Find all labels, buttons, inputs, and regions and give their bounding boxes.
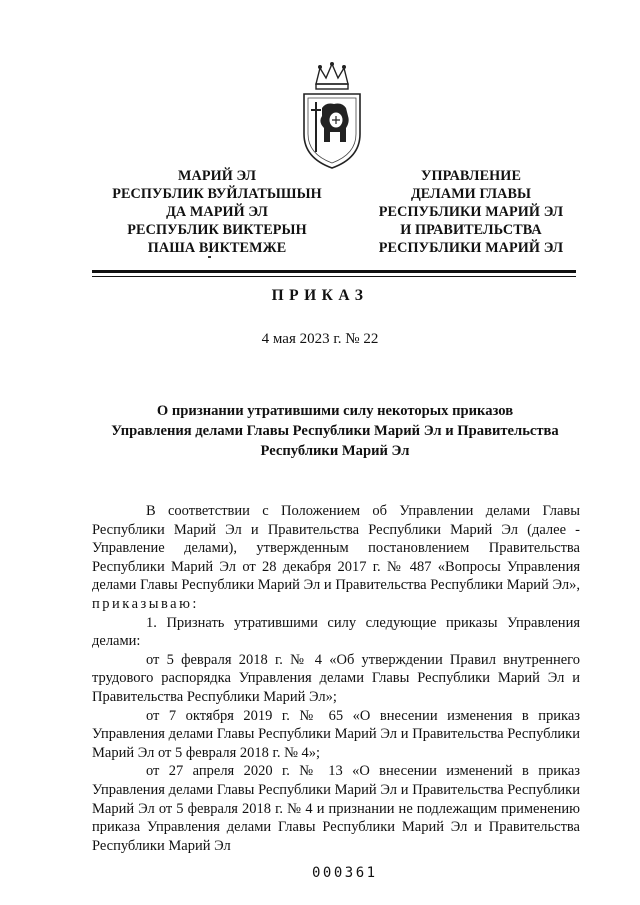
coat-of-arms-icon: [296, 62, 368, 170]
body-subitem: от 27 апреля 2020 г. № 13 «О внесении изменений в приказ Управления делами Главы Республики Марий Эл и Правительства Республики Марий Эл от 5 февраля 2018 г. № 4 и признании не подлежащим применению приказа Управления делами Главы Республики Марий Эл и Правительства Республики Марий Эл: [92, 763, 580, 854]
scan-mark: [208, 256, 211, 258]
document-title-line: Управления делами Главы Республики Марий Эл и Правительства: [111, 423, 559, 439]
document-title-line: Республики Марий Эл: [260, 443, 410, 459]
header-right-line: РЕСПУБЛИКИ МАРИЙ ЭЛ: [378, 204, 564, 220]
header-right-line: ДЕЛАМИ ГЛАВЫ: [410, 186, 532, 202]
document-body: [92, 502, 580, 855]
header-right-line: УПРАВЛЕНИЕ: [420, 168, 522, 184]
body-item: 1. Признать утратившими силу следующие приказы Управления делами:: [92, 614, 580, 650]
body-paragraph-text: В соответствии с Положением об Управлении делами Главы Республики Марий Эл и Правительства Республики Марий Эл (далее - Управление делами), утвержденным постановлением Правительства Республики Марий Эл от 28 декабря 2017 г. № 487 «Вопросы Управления делами Главы Республики Марий Эл и Правительства Республики Марий Эл»,: [92, 503, 580, 594]
header-left-block: [92, 167, 342, 257]
document-date-number: 4 мая 2023 г. № 22: [261, 331, 379, 347]
document-title: [90, 401, 580, 461]
order-keyword: приказываю:: [92, 595, 199, 612]
header-right-line: И ПРАВИТЕЛЬСТВА: [400, 222, 542, 238]
header-left-line: ПАША ВИКТЕМЖЕ: [147, 240, 287, 256]
body-subitem: от 5 февраля 2018 г. № 4 «Об утверждении Правил внутреннего трудового распорядка Управления делами Главы Республики Марий Эл и Правительства Республики Марий Эл»;: [92, 651, 580, 705]
sheet-number: 000361: [312, 865, 378, 881]
header-left-line: ДА МАРИЙ ЭЛ: [166, 204, 268, 220]
header-left-line: МАРИЙ ЭЛ: [177, 168, 257, 184]
body-subitem: от 7 октября 2019 г. № 65 «О внесении изменения в приказ Управления делами Главы Республики Марий Эл и Правительства Республики Марий Эл от 5 февраля 2018 г. № 4»;: [92, 707, 580, 761]
document-type: ПРИКАЗ: [271, 287, 369, 304]
header-rule-thin: [92, 276, 576, 277]
document-title-line: О признании утратившими силу некоторых приказов: [156, 403, 514, 419]
header-right-line: РЕСПУБЛИКИ МАРИЙ ЭЛ: [378, 240, 564, 256]
header-right-block: [368, 167, 574, 257]
body-paragraph: [92, 502, 580, 614]
header-rule-thick: [92, 270, 576, 273]
header-left-line: РЕСПУБЛИК ВИКТЕРЫН: [127, 222, 307, 238]
header-left-line: РЕСПУБЛИК ВУЙЛАТЫШЫН: [112, 186, 322, 202]
